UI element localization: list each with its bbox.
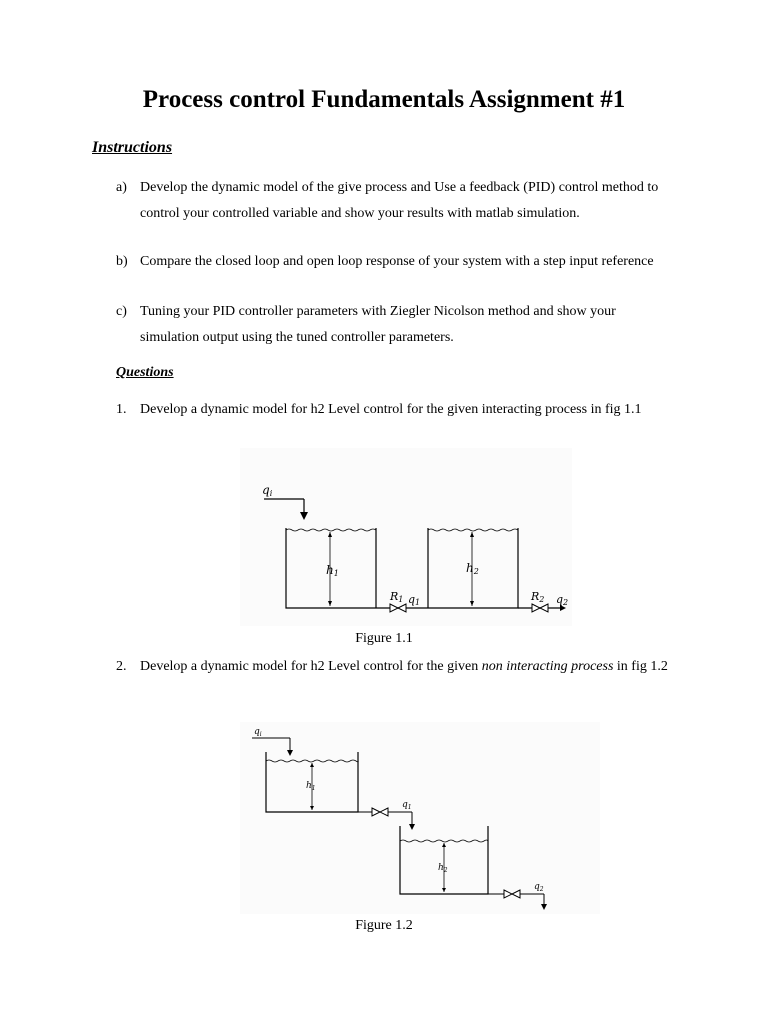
- label-q1: q1: [408, 593, 421, 607]
- instruction-item-a: [116, 175, 676, 226]
- label-q2: q2: [556, 593, 569, 607]
- instruction-text: Tuning your PID controller parameters with Ziegler Nicolson method and show your simulation output using the tuned controller parameters.: [140, 304, 616, 345]
- figure-1-1-caption: Figure 1.1: [355, 631, 413, 646]
- list-marker: a): [116, 180, 127, 195]
- label-qi: $q_i$: [254, 727, 262, 738]
- question-text-part: in fig 1.2: [613, 659, 668, 674]
- label-r2: R2: [531, 590, 545, 604]
- label-q2: $q_2$: [534, 882, 544, 893]
- instructions-heading: Instructions: [92, 139, 173, 156]
- instruction-item-b: [116, 249, 676, 275]
- question-text-part: Develop a dynamic model for h2 Level control for the given: [140, 659, 482, 674]
- figure-1-1-diagram: [240, 448, 572, 626]
- questions-heading: Questions: [116, 365, 174, 380]
- question-1: [116, 397, 676, 423]
- label-h1: h1: [326, 563, 339, 578]
- figure-1-2-caption: Figure 1.2: [355, 918, 413, 933]
- list-marker: b): [116, 254, 128, 269]
- label-qi: qi: [262, 483, 273, 498]
- label-r1: R1: [390, 590, 404, 604]
- list-marker: 2.: [116, 659, 127, 674]
- instruction-text: Compare the closed loop and open loop response of your system with a step input reference: [140, 254, 654, 269]
- document-title: Process control Fundamentals Assignment #1: [142, 86, 626, 113]
- label-h2: h2: [466, 561, 479, 576]
- list-marker: c): [116, 304, 127, 319]
- label-h2: $h_2$: [438, 863, 448, 874]
- question-text: Develop a dynamic model for h2 Level control for the given interacting process in fig 1.1: [140, 402, 642, 417]
- list-marker: 1.: [116, 402, 127, 417]
- label-h1: $h_1$: [306, 781, 316, 792]
- label-q1: $q_1$: [402, 800, 412, 811]
- instruction-item-c: [116, 299, 676, 350]
- instruction-text: Develop the dynamic model of the give process and Use a feedback (PID) control method to control your controlled variable and show your results with matlab simulation.: [140, 180, 659, 221]
- question-text: [140, 654, 676, 680]
- figure-1-2-diagram: [240, 722, 600, 914]
- question-italic-term: non interacting process: [481, 659, 614, 674]
- question-2: [116, 654, 676, 680]
